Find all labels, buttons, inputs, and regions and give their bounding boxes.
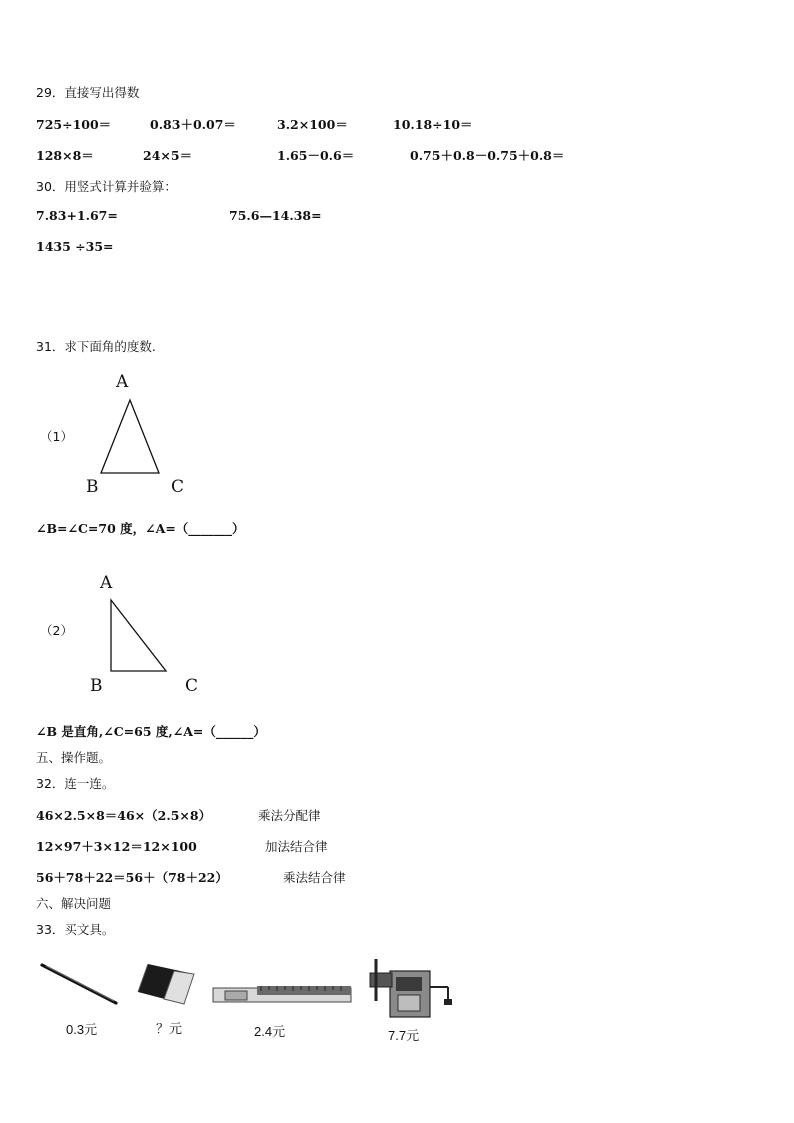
q32-left-1: 46×2.5×8＝46×（2.5×8） bbox=[36, 808, 212, 823]
q32-right-1: 乘法分配律 bbox=[258, 808, 321, 823]
eraser-image bbox=[134, 962, 200, 1006]
pencil-price: 0.3元 bbox=[66, 1022, 98, 1037]
q29-expr-6: 24×5＝ bbox=[143, 148, 193, 163]
q29-expr-5: 128×8＝ bbox=[36, 148, 94, 163]
triangle1-label-c: C bbox=[171, 477, 185, 497]
q30-item-1: 7.83+1.67= bbox=[36, 208, 118, 223]
triangle1-label-b: B bbox=[86, 477, 99, 497]
q32-right-2: 加法结合律 bbox=[265, 839, 328, 854]
q32-left-3: 56＋78＋22＝56＋（78＋22） bbox=[36, 870, 228, 885]
eraser-price: ？元 bbox=[156, 1021, 183, 1036]
q31-part1-number: （1） bbox=[40, 429, 73, 444]
q29-expr-1: 725÷100＝ bbox=[36, 117, 112, 132]
q31-part2-statement: ∠B 是直角,∠C=65 度,∠A=（______） bbox=[36, 724, 266, 739]
q33-title: 33．买文具。 bbox=[36, 922, 115, 937]
triangle2-label-c: C bbox=[185, 676, 199, 696]
q30-item-2: 75.6—14.38= bbox=[229, 208, 322, 223]
q31-part1-statement: ∠B=∠C=70 度，∠A=（_______） bbox=[36, 521, 245, 536]
triangle2-label-b: B bbox=[90, 676, 103, 696]
q30-item-3: 1435 ÷35= bbox=[36, 239, 114, 254]
pencil-sharpener-image bbox=[368, 957, 454, 1021]
q30-title: 30．用竖式计算并验算： bbox=[36, 179, 177, 194]
q32-right-3: 乘法结合律 bbox=[283, 870, 346, 885]
ruler-image bbox=[211, 982, 353, 1008]
ruler-price: 2.4元 bbox=[254, 1024, 286, 1039]
pencil-image bbox=[40, 962, 120, 1006]
q29-expr-2: 0.83＋0.07＝ bbox=[150, 117, 236, 132]
q29-expr-4: 10.18÷10＝ bbox=[393, 117, 473, 132]
sharpener-price: 7.7元 bbox=[388, 1028, 420, 1043]
q32-title: 32．连一连。 bbox=[36, 776, 115, 791]
q29-expr-3: 3.2×100＝ bbox=[277, 117, 348, 132]
q31-title: 31．求下面角的度数. bbox=[36, 339, 156, 354]
q29-title: 29．直接写出得数 bbox=[36, 85, 140, 100]
q31-part2-number: （2） bbox=[40, 623, 73, 638]
q29-expr-7: 1.65－0.6＝ bbox=[277, 148, 355, 163]
section-6-heading: 六、解决问题 bbox=[36, 896, 112, 911]
q32-left-2: 12×97＋3×12＝12×100 bbox=[36, 839, 197, 854]
section-5-heading: 五、操作题。 bbox=[36, 750, 112, 765]
triangle1-label-a: A bbox=[116, 372, 129, 392]
q29-expr-8: 0.75＋0.8－0.75＋0.8＝ bbox=[410, 148, 565, 163]
triangle2-label-a: A bbox=[100, 573, 113, 593]
